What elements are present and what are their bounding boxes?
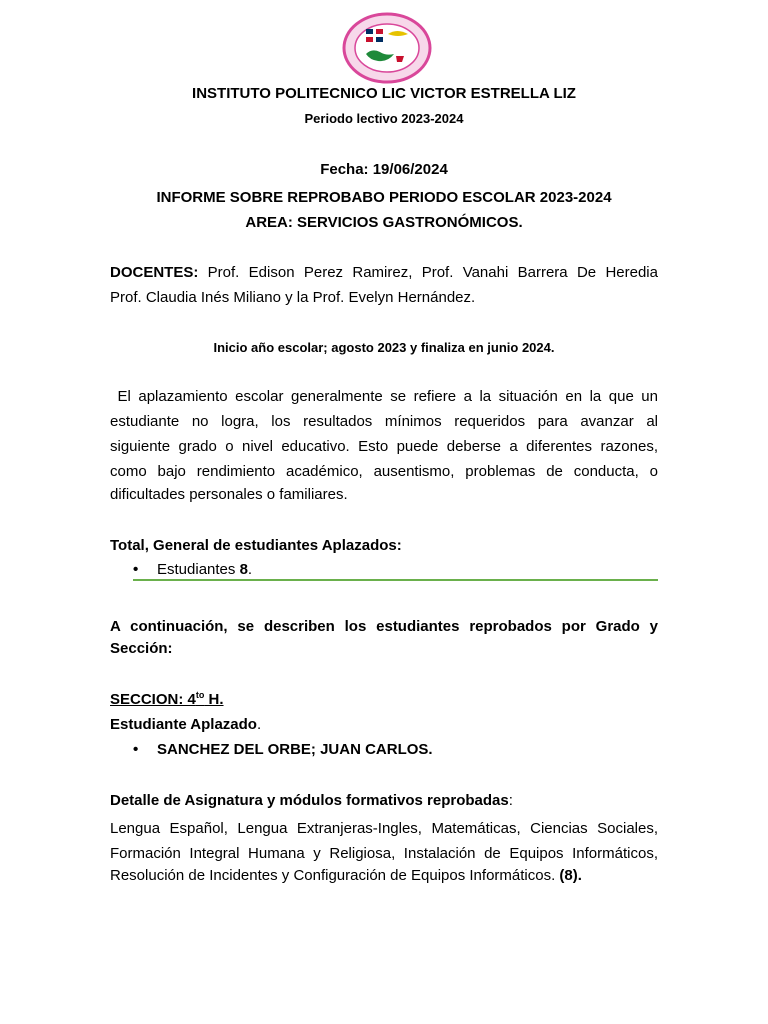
- subjects-heading: Detalle de Asignatura y módulos formativos reprobadas: [110, 792, 509, 809]
- subjects-line-3: [110, 867, 658, 884]
- totals-list-item: [133, 561, 252, 578]
- flag-cross-h: [366, 34, 383, 37]
- description-line-1: A continuación, se describen los estudiantes reprobados por Grado y: [110, 618, 658, 635]
- section-label-prefix: SECCION: 4: [110, 691, 196, 708]
- report-title: INFORME SOBRE REPROBABO PERIODO ESCOLAR 2023-2024: [156, 189, 612, 206]
- school-period: Periodo lectivo 2023-2024: [304, 111, 464, 126]
- student-label-dot: .: [256, 716, 262, 733]
- totals-item-count: 8: [239, 561, 248, 578]
- student-name: SANCHEZ DEL ORBE; JUAN CARLOS.: [157, 741, 433, 758]
- teachers-label: DOCENTES:: [110, 264, 199, 281]
- intro-line-2: estudiante no logra, los resultados mínimos requeridos para avanzar al: [110, 413, 658, 430]
- intro-line-5: dificultades personales o familiares.: [110, 486, 348, 503]
- seal-inner-ring: [355, 24, 419, 72]
- description-line-2: Sección:: [110, 640, 173, 657]
- totals-heading: Total, General de estudiantes Aplazados:: [110, 537, 402, 554]
- subjects-line-1: Lengua Español, Lengua Extranjeras-Ingles, Matemáticas, Ciencias Sociales,: [110, 820, 658, 837]
- subjects-count: (8).: [559, 867, 582, 884]
- subjects-line-2: Formación Integral Humana y Religiosa, Instalación de Equipos Informáticos,: [110, 845, 658, 862]
- section-label-sup: to: [195, 690, 205, 700]
- subjects-line-3-text: Resolución de Incidentes y Configuración de Equipos Informáticos.: [110, 867, 560, 884]
- subjects-heading-colon: :: [508, 792, 513, 809]
- report-area: AREA: SERVICIOS GASTRONÓMICOS.: [245, 214, 523, 231]
- school-year-note: Inicio año escolar; agosto 2023 y finaliza en junio 2024.: [213, 340, 555, 355]
- student-label: Estudiante Aplazado: [110, 716, 257, 733]
- bullet-icon: •: [133, 741, 139, 758]
- teachers-names-1: Prof. Edison Perez Ramirez, Prof. Vanahi Barrera De Heredia: [207, 264, 658, 281]
- institute-name: INSTITUTO POLITECNICO LIC VICTOR ESTRELLA LIZ: [192, 85, 576, 102]
- intro-line-4: como bajo rendimiento académico, ausentismo, problemas de conducta, o: [110, 463, 658, 480]
- intro-line-1: El aplazamiento escolar generalmente se refiere a la situación en la que un: [110, 388, 658, 405]
- green-underline-divider: [133, 579, 658, 581]
- institute-seal-logo: [342, 12, 432, 84]
- subjects-heading-line: [110, 792, 658, 809]
- student-label-line: [110, 716, 658, 733]
- report-date: Fecha: 19/06/2024: [320, 161, 448, 178]
- intro-line-3: siguiente grado o nivel educativo. Esto puede deberse a diferentes razones,: [110, 438, 658, 455]
- section-label: [110, 690, 658, 708]
- totals-item-prefix: Estudiantes: [157, 561, 240, 578]
- totals-item-suffix: .: [247, 561, 253, 578]
- section-label-suffix: H.: [204, 691, 224, 708]
- student-list-item: [133, 741, 433, 758]
- teachers-line-1: [110, 260, 658, 286]
- section-label-text: [110, 691, 224, 708]
- bullet-icon: •: [133, 561, 139, 578]
- teachers-names-2: Prof. Claudia Inés Miliano y la Prof. Evelyn Hernández.: [110, 289, 476, 306]
